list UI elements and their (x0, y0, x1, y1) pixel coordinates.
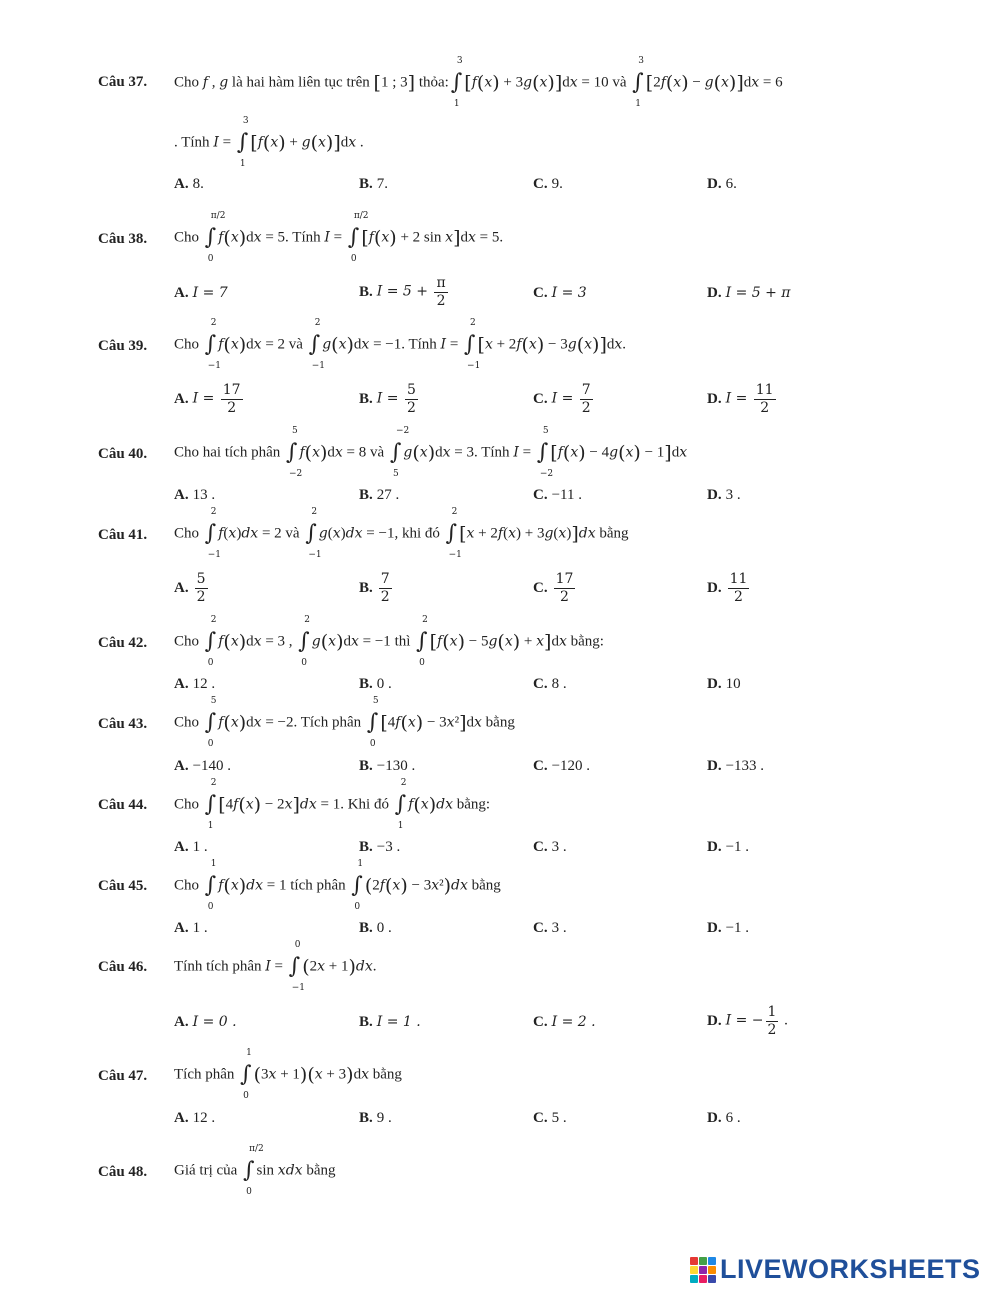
question-label: Câu 39. (98, 338, 148, 354)
option-d[interactable]: D. 6 . (707, 1110, 741, 1126)
question-stem-cont: . Tính I = ∫ 3 1 [f(x) + g(x)]dx . (174, 116, 364, 169)
question-label: Câu 41. (98, 527, 148, 543)
option-d[interactable]: D. I = 5 + π (707, 285, 791, 301)
option-c[interactable]: C. 3 . (533, 920, 567, 936)
question-stem: Cho ∫ π/2 0 f(x)dx = 5. Tính I = ∫ π/2 0 [f(x) + 2 sin x]dx = 5. (174, 211, 504, 264)
option-c[interactable]: C. I = 3 (533, 285, 587, 301)
option-c[interactable]: C. 5 . (533, 1110, 567, 1126)
logo-square (699, 1257, 707, 1265)
question-label: Câu 37. (98, 74, 148, 90)
option-d[interactable]: D. 3 . (707, 487, 741, 503)
option-a[interactable]: A. 1 . (174, 920, 208, 936)
logo-square (690, 1266, 698, 1274)
question-label: Câu 44. (98, 797, 148, 813)
option-d[interactable]: D. 10 (707, 676, 741, 692)
question-stem: Cho ∫ 2 1 [4f(x) − 2x]dx = 1. Khi đó ∫ 2 1 f(x)dx bằng: (174, 778, 491, 831)
liveworksheets-logo (690, 1254, 981, 1285)
logo-text: LIVEWORKSHEETS (720, 1254, 981, 1284)
option-c[interactable]: C. $\frac{17}{2}$ (533, 571, 574, 605)
logo-mark-icon (690, 1257, 716, 1283)
option-b[interactable]: B. 9 . (359, 1110, 392, 1126)
option-a[interactable]: A. $\frac{5}{2}$ (174, 571, 206, 605)
option-a[interactable]: A. I = 7 (174, 285, 228, 301)
logo-square (708, 1266, 716, 1274)
question-label: Câu 48. (98, 1164, 148, 1180)
question-label: Câu 47. (98, 1068, 148, 1084)
logo-square (690, 1275, 698, 1283)
question-stem: Cho ∫ 2 −1 f(x)dx = 2 và ∫ 2 −1 g(x)dx = −1, khi đó ∫ 2 −1 [x + 2f(x) + 3g(x)]dx bằng (174, 507, 629, 560)
option-d[interactable]: D. 6. (707, 176, 737, 192)
option-a[interactable]: A. 1 . (174, 839, 208, 855)
question-stem: Tích phân ∫ 1 0 (3x + 1)(x + 3)dx bằng (174, 1048, 402, 1101)
option-a[interactable]: A. 8. (174, 176, 204, 192)
option-a[interactable]: A. −140 . (174, 758, 232, 774)
question-label: Câu 40. (98, 446, 148, 462)
option-b[interactable]: B. 0 . (359, 676, 392, 692)
option-b[interactable]: B. I = 5 + $\frac{\pi}{2}$ (359, 275, 446, 309)
question-stem: Tính tích phân I = ∫ 0 −1 (2x + 1)dx. (174, 940, 377, 993)
option-c[interactable]: C. I = $\frac{7}{2}$ (533, 382, 591, 416)
option-b[interactable]: B. $\frac{7}{2}$ (359, 571, 390, 605)
question-stem: Cho ∫ 2 0 f(x)dx = 3 , ∫ 2 0 g(x)dx = −1 thì ∫ 2 0 [f(x) − 5g(x) + x]dx bằng: (174, 615, 604, 668)
option-b[interactable]: B. −130 . (359, 758, 416, 774)
option-d[interactable]: D. I = $\frac{11}{2}$ (707, 382, 774, 416)
option-a[interactable]: A. 12 . (174, 676, 216, 692)
logo-square (699, 1275, 707, 1283)
logo-square (708, 1275, 716, 1283)
option-b[interactable]: B. −3 . (359, 839, 401, 855)
option-b[interactable]: B. 0 . (359, 920, 392, 936)
option-c[interactable]: C. 8 . (533, 676, 567, 692)
option-c[interactable]: C. I = 2 . (533, 1014, 596, 1030)
logo-square (690, 1257, 698, 1265)
option-d[interactable]: D. −1 . (707, 839, 750, 855)
option-a[interactable]: A. I = $\frac{17}{2}$ (174, 382, 241, 416)
option-b[interactable]: B. I = 1 . (359, 1014, 421, 1030)
question-label: Câu 46. (98, 959, 148, 975)
logo-square (708, 1257, 716, 1265)
option-b[interactable]: B. I = $\frac{5}{2}$ (359, 382, 416, 416)
question-label: Câu 38. (98, 231, 148, 247)
option-a[interactable]: A. I = 0 . (174, 1014, 237, 1030)
question-stem: Cho ∫ 5 0 f(x)dx = −2. Tích phân ∫ 5 0 [4f(x) − 3x²]dx bằng (174, 696, 515, 749)
option-b[interactable]: B. 7. (359, 176, 389, 192)
question-label: Câu 45. (98, 878, 148, 894)
option-d[interactable]: D. −133 . (707, 758, 765, 774)
option-c[interactable]: C. −11 . (533, 487, 582, 503)
question-stem: Cho hai tích phân ∫ 5 −2 f(x)dx = 8 và ∫ −2 5 g(x)dx = 3. Tính I = ∫ 5 −2 [f(x) − 4g(x) − 1]dx (174, 426, 688, 479)
question-label: Câu 42. (98, 635, 148, 651)
option-b[interactable]: B. 27 . (359, 487, 400, 503)
question-stem: Giá trị của ∫ π/2 0 sin xdx bằng (174, 1144, 336, 1197)
question-stem: Cho f , g là hai hàm liên tục trên [1 ; 3] thỏa:∫ 3 1 [f(x) + 3g(x)]dx = 10 và ∫ 3 1 [2f(x) − g(x)]dx = 6 (174, 56, 783, 109)
option-d[interactable]: D. $\frac{11}{2}$ (707, 571, 748, 605)
option-d[interactable]: D. −1 . (707, 920, 750, 936)
question-label: Câu 43. (98, 716, 148, 732)
option-a[interactable]: A. 13 . (174, 487, 216, 503)
question-stem: Cho ∫ 2 −1 f(x)dx = 2 và ∫ 2 −1 g(x)dx = −1. Tính I = ∫ 2 −1 [x + 2f(x) − 3g(x)]dx. (174, 318, 627, 371)
question-stem: Cho ∫ 1 0 f(x)dx = 1 tích phân ∫ 1 0 (2f(x) − 3x²)dx bằng (174, 859, 501, 912)
option-c[interactable]: C. 9. (533, 176, 563, 192)
option-a[interactable]: A. 12 . (174, 1110, 216, 1126)
option-c[interactable]: C. −120 . (533, 758, 591, 774)
option-d[interactable]: D. I = − $\frac{1}{2}$ . (707, 1004, 788, 1038)
logo-square (699, 1266, 707, 1274)
option-c[interactable]: C. 3 . (533, 839, 567, 855)
